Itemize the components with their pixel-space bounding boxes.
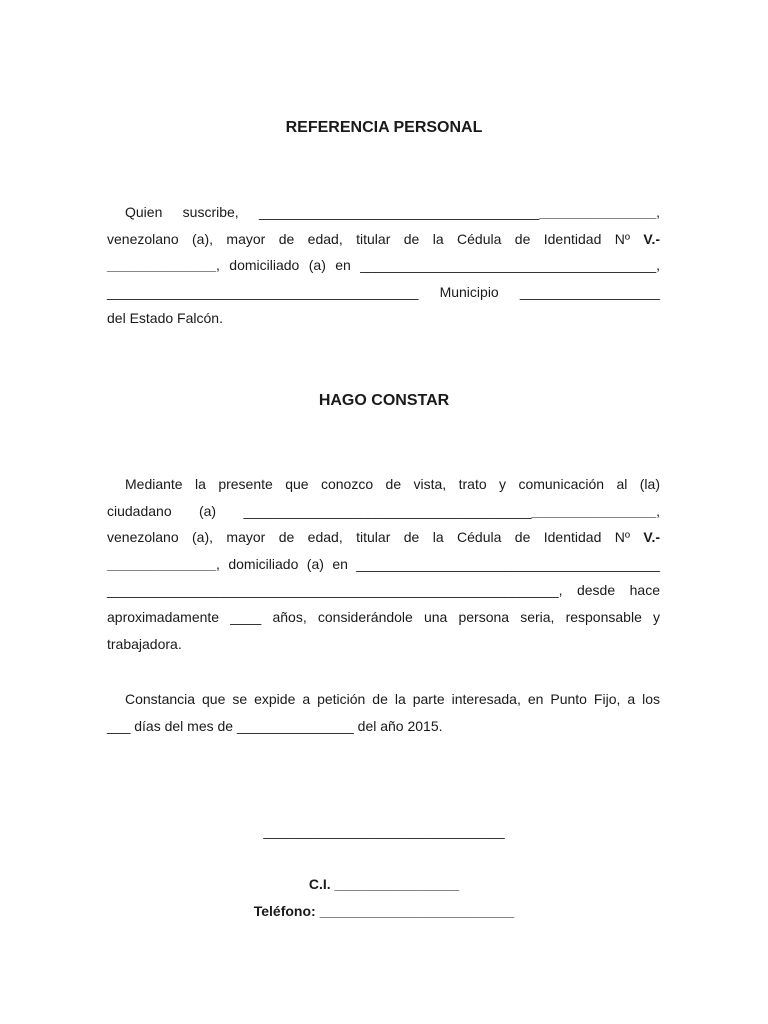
paragraph-line: ______________, domiciliado (a) en _______________________________________ — [107, 555, 660, 572]
paragraph-line: venezolano (a), mayor de edad, titular de la Cédula de Identidad Nº V.- — [107, 230, 661, 247]
paragraph-line: Constancia que se expide a petición de la parte interesada, en Punto Fijo, a los — [125, 691, 660, 707]
paragraph-line: trabajadora. — [107, 635, 182, 652]
paragraph-reference-body — [107, 471, 660, 657]
paragraph-closing — [107, 686, 660, 739]
paragraph-signer-info — [107, 199, 660, 332]
paragraph-line: Mediante la presente que conozco de vista, trato y comunicación al (la) — [125, 476, 660, 492]
paragraph-line: Quien suscribe, ___________________________________________________, — [125, 204, 660, 220]
document-title: REFERENCIA PERSONAL — [285, 119, 483, 136]
paragraph-line: ______________, domiciliado (a) en ______________________________________, — [107, 257, 660, 274]
ci-label: C.I. — [308, 876, 331, 892]
paragraph-line: __________________________________________________________, desde hace — [107, 582, 660, 599]
signature-line: _______________________________ — [263, 823, 505, 839]
phone-field — [0, 903, 768, 919]
paragraph-line: ________________________________________ Municipio __________________ — [107, 283, 660, 300]
section-title: HAGO CONSTAR — [318, 392, 450, 409]
paragraph-line: aproximadamente ____ años, considerándole una persona seria, responsable y — [107, 608, 660, 625]
paragraph-line: ___ días del mes de _______________ del año 2015. — [107, 717, 443, 734]
paragraph-line: del Estado Falcón. — [107, 310, 223, 327]
phone-label: Teléfono: — [253, 903, 316, 919]
ci-field — [0, 876, 768, 892]
paragraph-line: ciudadano (a) _____________________________________________________, — [107, 502, 660, 519]
paragraph-line: venezolano (a), mayor de edad, titular de la Cédula de Identidad Nº V.- — [107, 529, 661, 546]
phone-blank: _________________________ — [319, 903, 515, 919]
ci-blank: ________________ — [334, 876, 460, 892]
